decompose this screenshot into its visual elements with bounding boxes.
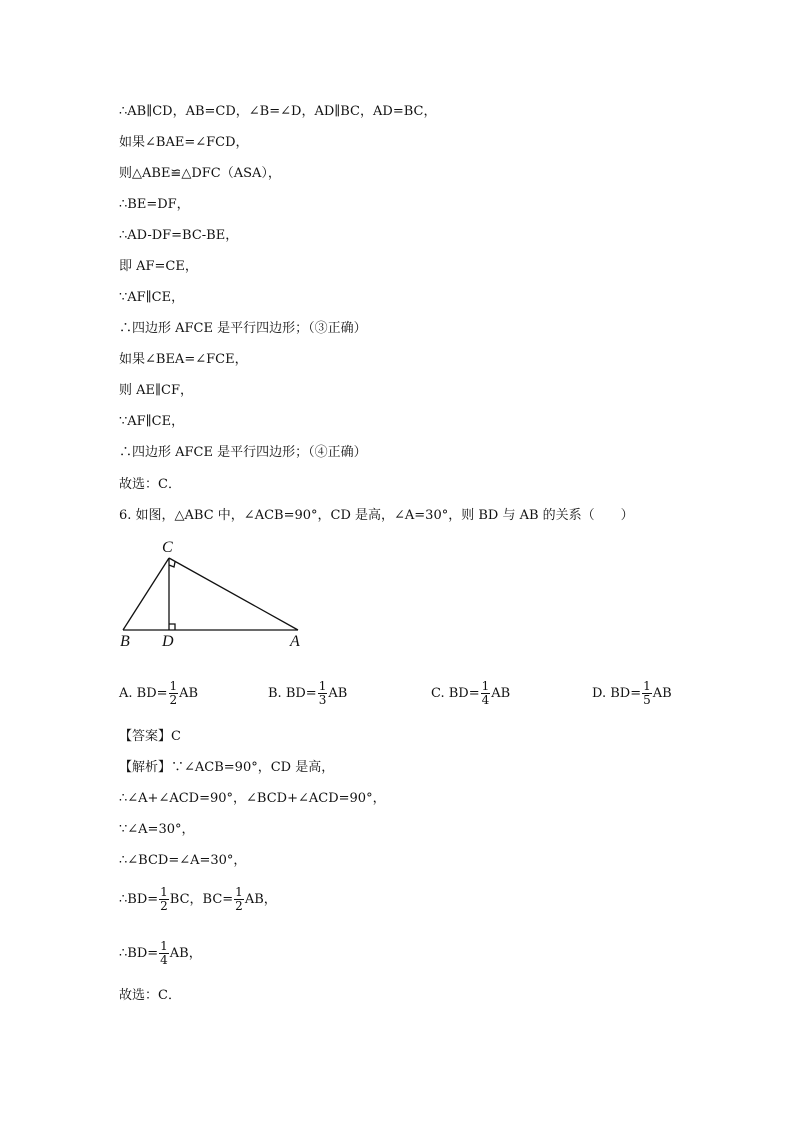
analysis-line-1: 【解析】∵∠ACB=90°，CD 是高， [119, 760, 335, 775]
right-angle-mark-d [169, 624, 175, 630]
solution-line-7: ∵AF∥CE， [119, 290, 185, 305]
segment-bc [123, 558, 169, 630]
solution-line-3: 则△ABE≌△DFC（ASA）， [119, 166, 281, 181]
solution-line-10: 则 AE∥CF， [119, 383, 193, 398]
solution-line-1: ∴AB∥CD，AB=CD，∠B=∠D，AD∥BC，AD=BC， [119, 104, 437, 119]
analysis-line-2: ∴∠A+∠ACD=90°，∠BCD+∠ACD=90°， [119, 791, 386, 806]
analysis-line-3: ∵∠A=30°， [119, 822, 195, 837]
solution-line-12: ∴四边形 AFCE 是平行四边形；（④正确） [119, 445, 367, 460]
solution-line-6: 即 AF=CE， [119, 259, 198, 274]
right-angle-mark-c [169, 562, 175, 567]
vertex-label-a: A [290, 633, 300, 650]
solution-line-4: ∴BE=DF， [119, 197, 190, 212]
segment-ca [169, 558, 298, 630]
vertex-label-d: D [162, 633, 174, 650]
analysis-line-5: ∴BD= $\frac{1}{2}$ BC，BC= $\frac{1}{2}$ AB， [119, 885, 277, 913]
solution-line-13: 故选：C． [119, 477, 181, 492]
answer-line: 【答案】C [119, 729, 181, 744]
triangle-figure [112, 536, 312, 652]
option-a: A. BD= $\frac{1}{2}$ AB [119, 679, 199, 707]
vertex-label-b: B [120, 633, 130, 650]
solution-line-9: 如果∠BEA=∠FCE， [119, 352, 248, 367]
option-b: B. BD= $\frac{1}{3}$ AB [268, 679, 348, 707]
solution-line-8: ∴四边形 AFCE 是平行四边形；（③正确） [119, 321, 367, 336]
option-d: D. BD= $\frac{1}{5}$ AB [592, 679, 672, 707]
analysis-line-7: 故选：C． [119, 988, 181, 1003]
analysis-line-6: ∴BD= $\frac{1}{4}$ AB， [119, 939, 202, 967]
analysis-line-4: ∴∠BCD=∠A=30°， [119, 853, 247, 868]
solution-line-11: ∵AF∥CE， [119, 414, 185, 429]
option-c: C. BD= $\frac{1}{4}$ AB [431, 679, 511, 707]
solution-line-5: ∴AD-DF=BC-BE， [119, 228, 239, 243]
vertex-label-c: C [162, 539, 173, 556]
question-6-stem: 6. 如图，△ABC 中，∠ACB=90°，CD 是高，∠A=30°，则 BD 与 AB 的关系（ ） [119, 508, 634, 523]
solution-line-2: 如果∠BAE=∠FCD， [119, 135, 249, 150]
